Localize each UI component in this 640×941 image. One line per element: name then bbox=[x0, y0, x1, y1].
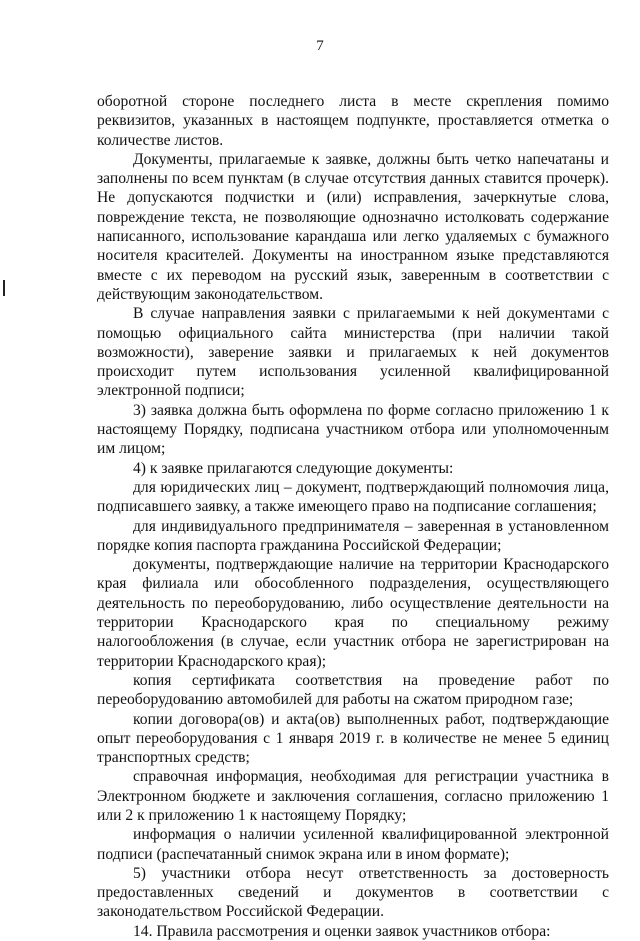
paragraph: В случае направления заявки с прилагаемыми к ней документами с помощью официального сайта министерства (при наличии такой возможности), заверение заявки и прилагаемых к ней документов происходит путем использования усиленной квалифицированной электронной подписи; bbox=[97, 305, 609, 400]
paragraph: Документы, прилагаемые к заявке, должны быть четко напечатаны и заполнены по всем пунктам (в случае отсутствия данных ставится прочерк). Не допускаются подчистки и (или) исправления, зачеркнутые слова, повреждение текста, не позволяющие однозначно истолковать содержание написанного, использование карандаша или легко удаляемых с бумажного носителя красителей. Документы на иностранном языке представляются вместе с их переводом на русский язык, заверенным в соответствии с действующим законодательством. bbox=[97, 150, 609, 303]
paragraph: для юридических лиц – документ, подтверждающий полномочия лица, подписавшего заявку, а также имеющего право на подписание соглашения; bbox=[97, 478, 609, 516]
paragraph: справочная информация, необходимая для регистрации участника в Электронном бюджете и заключения соглашения, согласно приложению 1 или 2 к приложению 1 к настоящему Порядку; bbox=[97, 768, 609, 824]
paragraph: документы, подтверждающие наличие на территории Краснодарского края филиала или обособленного подразделения, осуществляющего деятельность по переоборудованию, либо осуществление деятельности на территории Краснодарского края по специальному режиму налогообложения (в случае, если участник отбора не зарегистрирован на территории Краснодарского края); bbox=[97, 556, 609, 670]
paragraph: для индивидуального предпринимателя – заверенная в установленном порядке копия паспорта гражданина Российской Федерации; bbox=[97, 517, 609, 554]
paragraph: оборотной стороне последнего листа в месте скрепления помимо реквизитов, указанных в настоящем подпункте, проставляется отметка о количестве листов. bbox=[97, 93, 609, 149]
paragraph: 14. Правила рассмотрения и оценки заявок участников отбора: bbox=[133, 922, 551, 940]
scan-margin-mark bbox=[3, 280, 5, 296]
paragraph: 5) участники отбора несут ответственность за достоверность предоставленных сведений и документов в соответствии с законодательством Российской Федерации. bbox=[97, 864, 609, 921]
paragraph: 3) заявка должна быть оформлена по форме согласно приложению 1 к настоящему Порядку, подписана участником отбора или уполномоченным им лицом; bbox=[97, 401, 609, 458]
paragraph: копия сертификата соответствия на проведение работ по переоборудованию автомобилей для работы на сжатом природном газе; bbox=[97, 671, 609, 709]
document-body bbox=[97, 92, 609, 941]
paragraph: информация о наличии усиленной квалифицированной электронной подписи (распечатанный снимок экрана или в ином формате); bbox=[97, 826, 609, 863]
paragraph: копии договора(ов) и акта(ов) выполненных работ, подтверждающие опыт переоборудования с 1 января 2019 г. в количестве не менее 5 единиц транспортных средств; bbox=[97, 710, 609, 767]
page-number: 7 bbox=[316, 38, 324, 54]
paragraph: 4) к заявке прилагаются следующие документы: bbox=[133, 459, 454, 477]
